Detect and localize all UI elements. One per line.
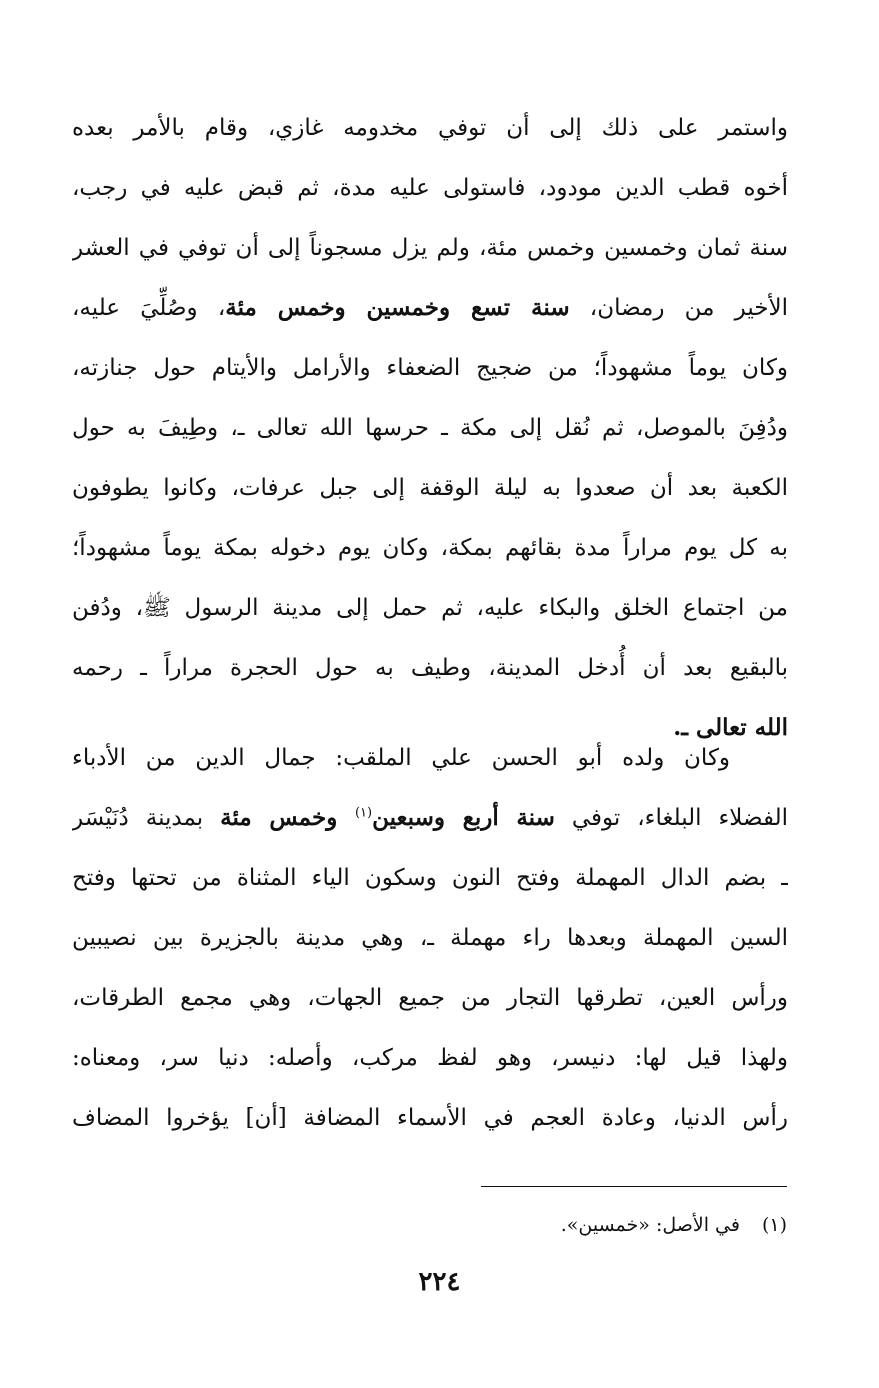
paragraph-1 — [72, 98, 788, 758]
text-line: ـ بضم الدال المهملة وفتح النون وسكون الياء المثناة من تحتها وفتح — [72, 865, 788, 891]
text-line: رأس الدنيا، وعادة العجم في الأسماء المضافة [أن] يؤخروا المضاف — [72, 1105, 788, 1131]
footnote-divider — [481, 1186, 787, 1187]
text-line: الكعبة بعد أن صعدوا به ليلة الوقفة إلى جبل عرفات، وكانوا يطوفون — [72, 475, 788, 501]
text-line: بالبقيع بعد أن أُدخل المدينة، وطيف به حول الحجرة مراراً ـ رحمه — [72, 655, 788, 681]
text-line: من اجتماع الخلق والبكاء عليه، ثم حمل إلى مدينة الرسول ﷺ، ودُفن — [72, 595, 788, 621]
footnote — [187, 1208, 787, 1242]
text-line: به كل يوم مراراً مدة بقائهم بمكة، وكان يوم دخوله بمكة يوماً مشهوداً؛ — [72, 535, 788, 561]
text-line: ورأس العين، تطرقها التجار من جميع الجهات، وهي مجمع الطرقات، — [72, 985, 788, 1011]
text-run: ، وصُلِّيَ عليه، — [72, 295, 226, 321]
paragraph-2 — [72, 728, 788, 1148]
text-line — [72, 278, 788, 338]
text-line: واستمر على ذلك إلى أن توفي مخدومه غازي، وقام بالأمر بعده — [72, 115, 788, 141]
bold-date: وخمس مئة — [220, 804, 355, 831]
text-run: بمدينة دُنَيْسَر — [72, 805, 221, 831]
text-line: الله تعالى ـ. — [673, 714, 788, 741]
text-line: ولهذا قيل لها: دنيسر، وهو لفظ مركب، وأصله: دنيا سر، ومعناه: — [72, 1045, 788, 1071]
text-line: ودُفِنَ بالموصل، ثم نُقل إلى مكة ـ حرسها الله تعالى ـ، وطِيفَ به حول — [72, 415, 788, 441]
text-line: أخوه قطب الدين مودود، فاستولى عليه مدة، ثم قبض عليه في رجب، — [72, 175, 788, 201]
text-line: السين المهملة وبعدها راء مهملة ـ، وهي مدينة بالجزيرة بين نصيبين — [72, 925, 788, 951]
text-line: وكان ولده أبو الحسن علي الملقب: جمال الدين من الأدباء — [72, 745, 730, 771]
footnote-marker[interactable]: (١) — [354, 805, 373, 821]
bold-date: سنة تسع وخمسين وخمس مئة — [225, 294, 570, 321]
bold-date: سنة أربع وسبعين — [372, 804, 555, 831]
text-run: الفضلاء البلغاء، توفي — [554, 805, 788, 831]
text-line: سنة ثمان وخمسين وخمس مئة، ولم يزل مسجوناً إلى أن توفي في العشر — [72, 235, 788, 261]
text-run: الأخير من رمضان، — [569, 295, 788, 321]
text-line: وكان يوماً مشهوداً؛ من ضجيج الضعفاء والأرامل والأيتام حول جنازته، — [72, 355, 788, 381]
footnote-number: (١) — [761, 1214, 787, 1236]
footnote-text: في الأصل: «خمسين». — [560, 1214, 740, 1236]
text-line — [72, 788, 788, 848]
page-number: ٢٢٤ — [418, 1267, 461, 1297]
